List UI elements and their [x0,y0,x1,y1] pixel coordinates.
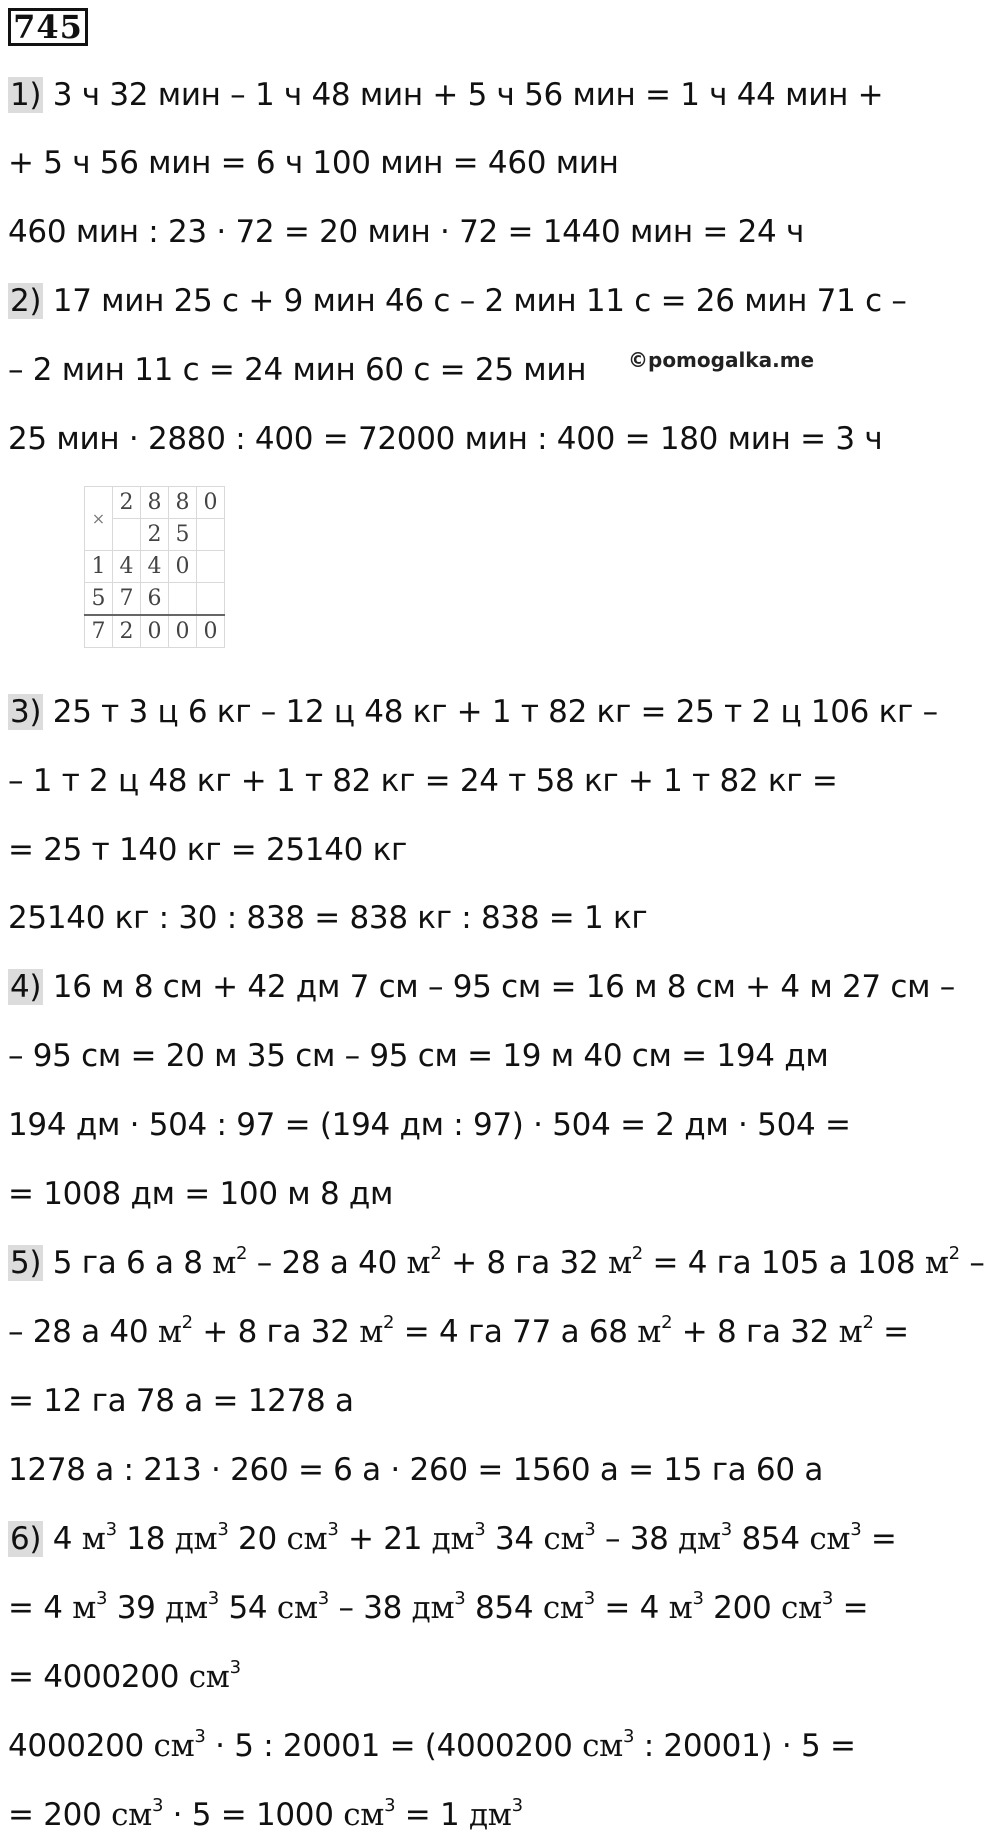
equation-text: 4 $м^3$ 18 $дм^3$ 20 $см^3 + 21$ $дм^3$ 34 $см^3 - 38$ $дм^3$ 854 $см^3$ = [52,1519,897,1557]
calc-cell [169,583,197,616]
item-number: 5) [10,1245,42,1281]
item-number: 2) [10,283,42,319]
calc-cell: 1 [85,551,113,583]
solution-line [8,1519,897,1559]
equation-text: = 12 га 78 а = 1278 а [8,1383,354,1419]
solution-line [8,692,938,732]
equation-text: = 4000200 $см^3$ [8,1657,241,1695]
calc-row [85,487,225,519]
solution-line [8,143,619,183]
solution-line [8,419,882,459]
equation-text: = 200 $см^3 \cdot 5 = 1000$ $см^3 = 1$ $дм^3$ [8,1795,523,1833]
item-number: 1) [10,77,42,113]
calc-cell [197,551,225,583]
solution-line [8,1381,354,1421]
equation-text: 3 ч 32 мин – 1 ч 48 мин + 5 ч 56 мин = 1 ч 44 мин + [52,77,884,113]
equation-text: 25 мин · 2880 : 400 = 72000 мин : 400 = 180 мин = 3 ч [8,421,883,457]
solution-line [8,212,804,252]
solution-line [8,1726,856,1766]
calc-row [85,615,225,648]
calc-cell: 8 [141,487,169,519]
equation-text: 194 дм · 504 : 97 = (194 дм : 97) · 504 = 2 дм · 504 = [8,1107,851,1143]
equation-text: 17 мин 25 с + 9 мин 46 с – 2 мин 11 с = 26 мин 71 с – [52,283,907,319]
calc-cell: 4 [113,551,141,583]
equation-text: + 5 ч 56 мин = 6 ч 100 мин = 460 мин [8,145,619,181]
equation-text: 460 мин : 23 · 72 = 20 мин · 72 = 1440 мин = 24 ч [8,214,805,250]
calc-cell: 0 [197,615,225,648]
solution-line [8,898,647,938]
calc-cell: 6 [141,583,169,616]
equation-text: – 28 а 40 $м^2 + 8$ га 32 $м^2 = 4$ га 77 а 68 $м^2 + 8$ га 32 $м^2$ = [8,1312,909,1350]
calc-cell [197,519,225,551]
calc-cell: × [85,487,113,551]
calc-cell: 2 [141,519,169,551]
equation-text: = 1008 дм = 100 м 8 дм [8,1176,394,1212]
calc-cell: 7 [113,583,141,616]
calc-cell: 0 [197,487,225,519]
calc-cell: 0 [169,615,197,648]
solution-line [8,281,907,321]
calc-cell: 0 [169,551,197,583]
solution-line [8,75,883,115]
equation-text: 25140 кг : 30 : 838 = 838 кг : 838 = 1 кг [8,900,648,936]
calc-row [85,551,225,583]
equation-text: 5 га 6 а 8 $м^2 - 28$ а 40 $м^2 + 8$ га 32 $м^2 = 4$ га 105 а 108 $м^2$ – [52,1243,985,1281]
equation-text: – 2 мин 11 с = 24 мин 60 с = 25 мин [8,352,587,388]
equation-text: 16 м 8 см + 42 дм 7 см – 95 см = 16 м 8 см + 4 м 27 см – [52,969,955,1005]
solution-line [8,1174,393,1214]
solution-line [8,1036,828,1076]
equation-text: – 95 см = 20 м 35 см – 95 см = 19 м 40 см = 194 дм [8,1038,829,1074]
calc-cell: 4 [141,551,169,583]
calc-row [85,583,225,616]
calc-cell: 0 [141,615,169,648]
calc-cell: 2 [113,487,141,519]
equation-text: 1278 а : 213 · 260 = 6 а · 260 = 1560 а = 15 га 60 а [8,1452,824,1488]
item-number: 6) [10,1521,42,1557]
solution-line [8,830,407,870]
solution-line [8,761,838,801]
item-number: 3) [10,694,42,730]
watermark: ©pomogalka.me [628,348,815,372]
solution-line [8,1450,823,1490]
item-number: 4) [10,969,42,1005]
equation-text: = 4 $м^3$ 39 $дм^3$ 54 $см^3 - 38$ $дм^3$ 854 $см^3 = 4$ $м^3$ 200 $см^3$ = [8,1588,869,1626]
solution-line [8,1243,985,1283]
equation-text: = 25 т 140 кг = 25140 кг [8,832,408,868]
solution-line [8,1312,909,1352]
calc-cell [113,519,141,551]
column-multiplication [84,486,225,648]
calc-cell: 5 [85,583,113,616]
solution-line [8,967,955,1007]
calc-cell: 2 [113,615,141,648]
calc-cell: 8 [169,487,197,519]
equation-text: – 1 т 2 ц 48 кг + 1 т 82 кг = 24 т 58 кг + 1 т 82 кг = [8,763,838,799]
calc-cell [197,583,225,616]
solution-line [8,1795,523,1835]
solution-line [8,350,586,390]
solution-line [8,1657,241,1697]
calc-cell: 5 [169,519,197,551]
task-number: 745 [8,8,88,46]
calc-cell: 7 [85,615,113,648]
equation-text: 25 т 3 ц 6 кг – 12 ц 48 кг + 1 т 82 кг = 25 т 2 ц 106 кг – [52,694,938,730]
solution-line [8,1588,868,1628]
solution-line [8,1105,851,1145]
equation-text: 4000200 $см^3 \cdot 5$ : 20001 = (4000200 $см^3$ : 20001) · 5 = [8,1726,856,1764]
